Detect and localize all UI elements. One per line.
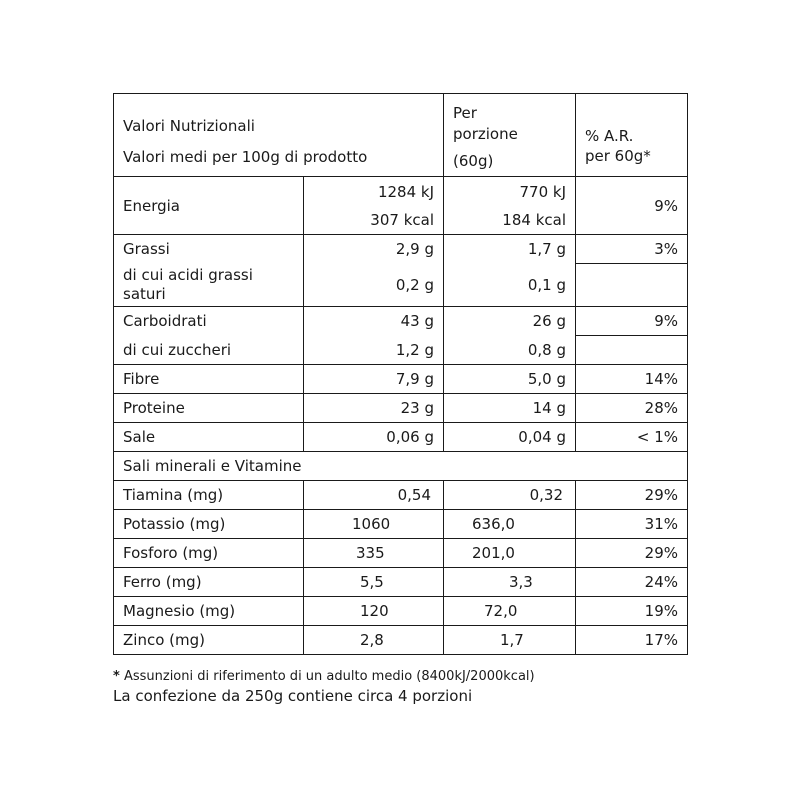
mineral-portion: 201,0: [444, 539, 576, 568]
nutrient-portion: 0,8 g: [444, 336, 576, 365]
mineral-label: Ferro (mg): [114, 568, 304, 597]
mineral-portion: 636,0: [444, 510, 576, 539]
header-ar-line2: per 60g*: [585, 147, 651, 165]
nutrient-label: di cui acidi grassi saturi: [114, 264, 304, 307]
table-row: [114, 539, 688, 568]
mineral-ar: 19%: [576, 597, 688, 626]
mineral-ar: 29%: [576, 481, 688, 510]
mineral-per100: 5,5: [304, 568, 444, 597]
nutrient-label: Proteine: [114, 394, 304, 423]
mineral-per100: 0,54: [304, 481, 444, 510]
mineral-label: Potassio (mg): [114, 510, 304, 539]
nutrient-per100: 0,2 g: [304, 264, 444, 307]
mineral-label: Fosforo (mg): [114, 539, 304, 568]
mineral-per100: 120: [304, 597, 444, 626]
energy-label: Energia: [114, 177, 304, 235]
minerals-section-title: Sali minerali e Vitamine: [114, 452, 688, 481]
table-row: [114, 568, 688, 597]
header-ar: [576, 94, 688, 177]
nutrient-per100: 0,06 g: [304, 423, 444, 452]
nutrient-per100: 7,9 g: [304, 365, 444, 394]
nutrient-portion: 0,1 g: [444, 264, 576, 307]
mineral-portion: 3,3: [444, 568, 576, 597]
mineral-label: Tiamina (mg): [114, 481, 304, 510]
mineral-portion: 1,7: [444, 626, 576, 655]
header-per-portion-line1: Per: [453, 103, 477, 122]
table-subtitle: Valori medi per 100g di prodotto: [123, 147, 368, 166]
nutrient-per100: 23 g: [304, 394, 444, 423]
header-per-portion: [444, 94, 576, 177]
mineral-label: Magnesio (mg): [114, 597, 304, 626]
nutrient-ar: < 1%: [576, 423, 688, 452]
mineral-per100: 1060: [304, 510, 444, 539]
nutrient-per100: 2,9 g: [304, 235, 444, 264]
energy-portion: [444, 177, 576, 235]
nutrient-portion: 0,04 g: [444, 423, 576, 452]
table-row: [114, 423, 688, 452]
nutrient-per100: 1,2 g: [304, 336, 444, 365]
table-row: [114, 510, 688, 539]
nutrition-table-wrapper: [113, 93, 687, 655]
header-ar-line1: % A.R.: [585, 127, 634, 145]
nutrient-ar: 3%: [576, 235, 688, 264]
header-title-cell: [114, 94, 444, 177]
header-per-portion-line2: porzione: [453, 124, 518, 143]
table-row: [114, 235, 688, 264]
mineral-per100: 335: [304, 539, 444, 568]
nutrient-label: Carboidrati: [114, 307, 304, 336]
mineral-portion: 0,32: [444, 481, 576, 510]
mineral-ar: 24%: [576, 568, 688, 597]
nutrition-table: [113, 93, 688, 655]
mineral-label: Zinco (mg): [114, 626, 304, 655]
nutrient-ar: 9%: [576, 307, 688, 336]
nutrient-per100: 43 g: [304, 307, 444, 336]
mineral-per100: 2,8: [304, 626, 444, 655]
minerals-section-row: [114, 452, 688, 481]
table-row: [114, 481, 688, 510]
nutrient-portion: 26 g: [444, 307, 576, 336]
table-row: [114, 626, 688, 655]
footer: [113, 667, 713, 707]
nutrient-ar: [576, 264, 688, 307]
energy-portion-kj: 770 kJ: [519, 182, 566, 201]
footnote-asterisk: *: [113, 669, 120, 684]
energy-per100: [304, 177, 444, 235]
energy-portion-kcal: 184 kcal: [502, 210, 566, 229]
table-row: [114, 365, 688, 394]
table-row: [114, 307, 688, 336]
footnote-text: Assunzioni di riferimento di un adulto medio (8400kJ/2000kcal): [123, 669, 535, 684]
footnote: [113, 667, 713, 686]
nutrient-ar: [576, 336, 688, 365]
mineral-ar: 17%: [576, 626, 688, 655]
energy-ar: 9%: [576, 177, 688, 235]
mineral-ar: 29%: [576, 539, 688, 568]
nutrient-ar: 14%: [576, 365, 688, 394]
header-per-portion-line3: (60g): [453, 151, 494, 170]
nutrient-portion: 1,7 g: [444, 235, 576, 264]
table-row: [114, 336, 688, 365]
table-title: Valori Nutrizionali: [123, 116, 255, 135]
nutrient-label: di cui zuccheri: [114, 336, 304, 365]
energy-per100-kcal: 307 kcal: [370, 210, 434, 229]
table-row: [114, 394, 688, 423]
package-note: La confezione da 250g contiene circa 4 porzioni: [113, 687, 473, 705]
nutrient-label: Grassi: [114, 235, 304, 264]
nutrient-portion: 5,0 g: [444, 365, 576, 394]
table-row: [114, 597, 688, 626]
nutrient-label: Sale: [114, 423, 304, 452]
energy-row: [114, 177, 688, 235]
table-row: [114, 264, 688, 307]
mineral-portion: 72,0: [444, 597, 576, 626]
header-row: [114, 94, 688, 177]
nutrient-label: Fibre: [114, 365, 304, 394]
mineral-ar: 31%: [576, 510, 688, 539]
energy-per100-kj: 1284 kJ: [377, 182, 434, 201]
nutrient-ar: 28%: [576, 394, 688, 423]
nutrient-portion: 14 g: [444, 394, 576, 423]
